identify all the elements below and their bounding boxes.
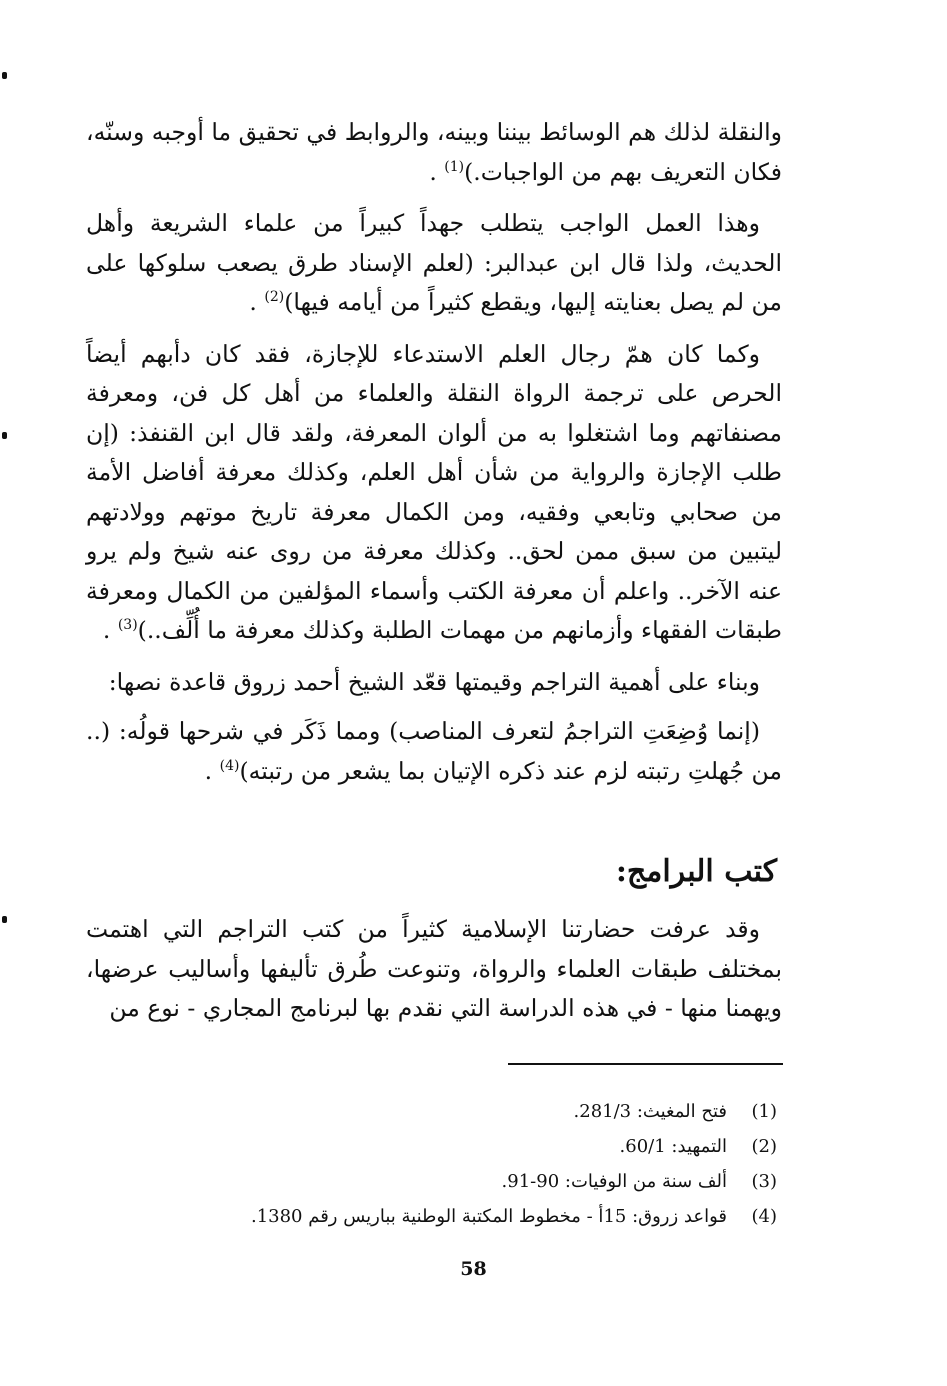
footnote-item bbox=[251, 1129, 777, 1164]
scan-mark bbox=[2, 72, 7, 79]
footnote-text: التمهيد: 60/1. bbox=[619, 1136, 727, 1157]
page-number: 58 bbox=[460, 1258, 487, 1280]
paragraph-6: وقد عرفت حضارتنا الإسلامية كثيراً من كتب التراجم التي اهتمت بمختلف طبقات العلماء والرواة، وتنوعت طُرق تأليفها وأساليب عرضها، ويهمنا منها - في هذه الدراسة التي نقدم بها لبرنامج المجاري - نوع من bbox=[86, 915, 782, 1022]
footnote-item bbox=[251, 1164, 777, 1199]
scan-mark bbox=[2, 916, 7, 923]
section-heading: كتب البرامج: bbox=[615, 854, 777, 889]
paragraph-5: (إنما وُضِعَتِ التراجمُ لتعرف المناصب) ومما ذَكَر في شرحها قولُه: (.. من جُهلتِ رتبته لزم عند ذكره الإتيان بما يشعر من رتبته)$^{(4)}$ . bbox=[86, 717, 782, 785]
paragraph-2: وهذا العمل الواجب يتطلب جهداً كبيراً من علماء الشريعة وأهل الحديث، ولذا قال ابن عبدالبر: (لعلم الإسناد طرق يصعب سلوكها على من لم يصل بعنايته إليها، ويقطع كثيراً من أيامه فيها)$^{(2)}$ . bbox=[86, 209, 782, 316]
footnote-divider bbox=[508, 1063, 783, 1065]
footnote-item bbox=[251, 1094, 777, 1129]
footnote-text: فتح المغيث: 281/3. bbox=[573, 1101, 727, 1122]
footnote-number: (1) bbox=[751, 1101, 777, 1122]
paragraph-4: وبناء على أهمية التراجم وقيمتها قعّد الشيخ أحمد زروق قاعدة نصها: bbox=[108, 667, 760, 696]
footnotes bbox=[251, 1094, 777, 1234]
paragraph-1: والنقلة لذلك هم الوسائط بيننا وبينه، والروابط في تحقيق ما أوجبه وسنّه، فكان التعريف بهم من الواجبات.)$^{(1)}$ . bbox=[86, 118, 782, 186]
footnote-ref-4: (4) bbox=[219, 757, 240, 774]
scan-mark bbox=[2, 432, 7, 439]
footnote-number: (2) bbox=[751, 1136, 777, 1157]
footnote-ref-2: (2) bbox=[264, 289, 285, 306]
footnote-item bbox=[251, 1199, 777, 1234]
footnote-text: قواعد زروق: 15أ - مخطوط المكتبة الوطنية بباريس رقم 1380. bbox=[250, 1206, 727, 1227]
body-text-bottom bbox=[86, 910, 782, 1029]
paragraph-3: وكما كان همّ رجال العلم الاستدعاء للإجازة، فقد كان دأبهم أيضاً الحرص على ترجمة الرواة النقلة والعلماء من أهل كل فن، ومعرفة مصنفاتهم وما اشتغلوا به من ألوان المعرفة، ولقد قال ابن القنفذ: (إن طلب الإجازة والرواية من شأن أهل العلم، وكذلك معرفة أفاضل الأمة من صحابي وتابعي وفقيه، ومن الكمال معرفة تاريخ موتهم وولادتهم ليتبين من سبق ممن لحق.. وكذلك معرفة من روى عنه شيخ ولم يرو عنه الآخر.. واعلم أن معرفة الكتب وأسماء المؤلفين من الكمال ومعرفة طبقات الفقهاء وأزمانهم من مهمات الطلبة وكذلك معرفة ما أُلِّف..)$^{(3)}$ . bbox=[86, 339, 782, 644]
footnote-ref-3: (3) bbox=[117, 617, 138, 634]
footnote-number: (3) bbox=[751, 1171, 777, 1192]
footnote-number: (4) bbox=[751, 1206, 777, 1227]
footnote-ref-1: (1) bbox=[444, 158, 465, 175]
body-text-top bbox=[86, 113, 782, 791]
footnote-text: ألف سنة من الوفيات: 90-91. bbox=[501, 1171, 727, 1192]
